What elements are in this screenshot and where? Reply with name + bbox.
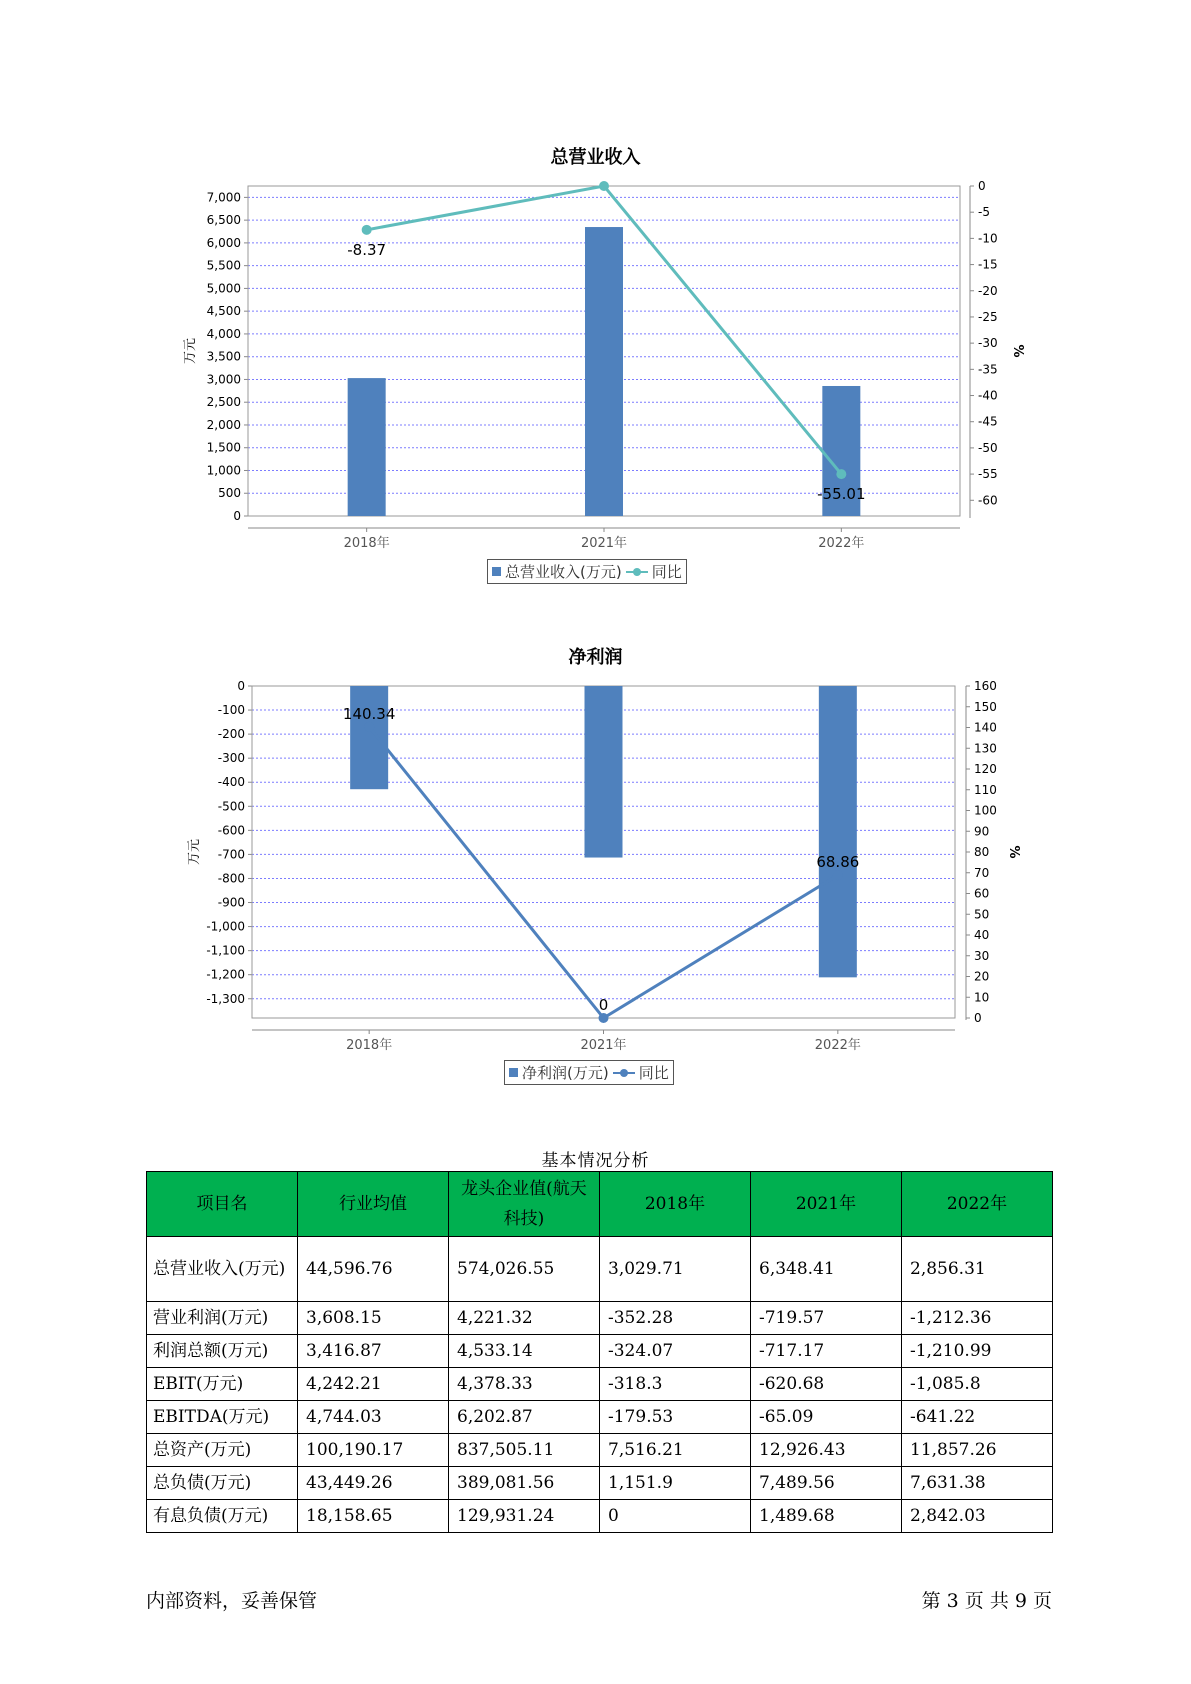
y2-tick-label: 110 <box>974 782 997 797</box>
data-label: 68.86 <box>816 853 860 872</box>
bar <box>585 227 623 516</box>
y2-tick-label: 160 <box>974 679 997 693</box>
y2-tick-label: 50 <box>974 907 990 922</box>
y-tick-label: -300 <box>217 751 245 766</box>
data-label: 0 <box>598 996 609 1014</box>
legend-bar-swatch <box>509 1068 518 1077</box>
table-cell: 18,158.65 <box>298 1500 449 1533</box>
y2-tick-label: -30 <box>978 336 998 351</box>
line-point <box>364 722 374 732</box>
y-tick-label: 0 <box>233 509 241 523</box>
line-point <box>836 469 846 479</box>
row-label: 总资产(万元) <box>147 1434 298 1467</box>
table-cell: -1,085.8 <box>902 1368 1053 1401</box>
footer-page-number: 第 3 页 共 9 页 <box>921 1590 1052 1612</box>
y2-tick-label: -20 <box>978 283 998 298</box>
header-cell: 龙头企业值(航天科技) <box>449 1172 600 1237</box>
table-row <box>147 1401 1053 1434</box>
net-profit-chart-svg <box>0 600 1191 1100</box>
y-tick-label: 5,000 <box>206 281 241 296</box>
footer-confidential-note: 内部资料，妥善保管 <box>146 1590 318 1612</box>
line-point <box>599 1013 609 1023</box>
legend-bar-label: 净利润(万元) <box>522 1064 609 1082</box>
table-cell: 2,856.31 <box>902 1237 1053 1302</box>
y-tick-label: 2,500 <box>206 395 241 410</box>
table-cell: -641.22 <box>902 1401 1053 1434</box>
y-tick-label: 500 <box>218 486 241 501</box>
table-cell: 4,221.32 <box>449 1302 600 1335</box>
y-tick-label: 4,500 <box>206 304 241 319</box>
y2-tick-label: -5 <box>978 205 990 220</box>
row-label: EBITDA(万元) <box>147 1401 298 1434</box>
table-cell: 44,596.76 <box>298 1237 449 1302</box>
y-tick-label: -800 <box>217 871 245 886</box>
table-cell: -352.28 <box>600 1302 751 1335</box>
table-cell: 3,608.15 <box>298 1302 449 1335</box>
y2-tick-label: 70 <box>974 865 990 880</box>
x-tick-label: 2021年 <box>580 536 628 551</box>
row-label: 利润总额(万元) <box>147 1335 298 1368</box>
y-tick-label: 3,000 <box>206 372 241 387</box>
net-profit-chart <box>0 600 1191 1100</box>
revenue-chart <box>0 0 1191 600</box>
row-label: EBIT(万元) <box>147 1368 298 1401</box>
table-cell: -719.57 <box>751 1302 902 1335</box>
y2-tick-label: -15 <box>978 257 998 272</box>
table-cell: 0 <box>600 1500 751 1533</box>
y-tick-label: -1,000 <box>206 919 245 934</box>
table-cell: -717.17 <box>751 1335 902 1368</box>
table-cell: 6,202.87 <box>449 1401 600 1434</box>
y2-axis-label: % <box>1010 344 1025 358</box>
line-point <box>599 181 609 191</box>
bar <box>585 686 623 858</box>
y2-tick-label: 40 <box>974 928 990 942</box>
header-cell: 项目名 <box>147 1172 298 1237</box>
line-point <box>833 870 843 880</box>
table-cell: -1,212.36 <box>902 1302 1053 1335</box>
y-tick-label: -500 <box>217 799 245 814</box>
y-axis-label: 万元 <box>187 838 202 866</box>
y-tick-label: -600 <box>217 823 245 838</box>
y2-tick-label: -45 <box>978 414 998 429</box>
legend-line-label: 同比 <box>638 1064 669 1082</box>
table-cell: 1,151.9 <box>600 1467 751 1500</box>
table-row <box>147 1434 1053 1467</box>
y-tick-label: 7,000 <box>206 190 241 205</box>
table-row <box>147 1237 1053 1302</box>
table-cell: 12,926.43 <box>751 1434 902 1467</box>
chart-title: 净利润 <box>568 647 623 668</box>
y-tick-label: 0 <box>237 679 245 693</box>
x-tick-label: 2022年 <box>818 536 865 551</box>
table-cell: 4,378.33 <box>449 1368 600 1401</box>
table-cell: 43,449.26 <box>298 1467 449 1500</box>
table-cell: 4,533.14 <box>449 1335 600 1368</box>
table-cell: 3,416.87 <box>298 1335 449 1368</box>
header-cell: 2018年 <box>600 1172 751 1237</box>
y-tick-label: -200 <box>217 727 245 742</box>
bar <box>348 378 386 516</box>
table-cell: 129,931.24 <box>449 1500 600 1533</box>
table-cell: 7,631.38 <box>902 1467 1053 1500</box>
table-row <box>147 1302 1053 1335</box>
y-tick-label: -700 <box>217 847 245 862</box>
y2-tick-label: 130 <box>974 741 997 756</box>
y-tick-label: -900 <box>217 895 245 910</box>
y-tick-label: 1,000 <box>206 463 241 478</box>
table-caption: 基本情况分析 <box>541 1151 650 1171</box>
y-tick-label: 6,000 <box>206 235 241 250</box>
table-row <box>147 1467 1053 1500</box>
y2-tick-label: 150 <box>974 699 997 714</box>
y2-tick-label: -55 <box>978 467 998 482</box>
y2-tick-label: -25 <box>978 309 998 324</box>
table-cell: 2,842.03 <box>902 1500 1053 1533</box>
basic-analysis-table <box>146 1171 1053 1533</box>
y2-tick-label: 100 <box>974 803 997 818</box>
y-tick-label: 5,500 <box>206 258 241 273</box>
table-cell: -179.53 <box>600 1401 751 1434</box>
x-tick-label: 2018年 <box>346 1038 393 1053</box>
table-cell: 574,026.55 <box>449 1237 600 1302</box>
table-cell: 3,029.71 <box>600 1237 751 1302</box>
table-row <box>147 1500 1053 1533</box>
y2-tick-label: -60 <box>978 493 998 508</box>
table-cell: 11,857.26 <box>902 1434 1053 1467</box>
revenue-chart-svg <box>0 0 1191 600</box>
header-cell: 2022年 <box>902 1172 1053 1237</box>
table-row <box>147 1335 1053 1368</box>
data-label: 140.34 <box>342 704 396 723</box>
line-point <box>362 225 372 235</box>
table-cell: 1,489.68 <box>751 1500 902 1533</box>
row-label: 总营业收入(万元) <box>147 1237 298 1302</box>
chart-legend <box>504 1060 674 1085</box>
y-tick-label: -100 <box>217 703 245 718</box>
table-cell: 4,744.03 <box>298 1401 449 1434</box>
bar <box>350 686 388 789</box>
table-cell: 7,489.56 <box>751 1467 902 1500</box>
table-cell: 837,505.11 <box>449 1434 600 1467</box>
y2-tick-label: 10 <box>974 990 990 1005</box>
y2-tick-label: 30 <box>974 948 990 963</box>
y-axis-label: 万元 <box>183 337 198 365</box>
y2-tick-label: -10 <box>978 231 998 246</box>
table-cell: -318.3 <box>600 1368 751 1401</box>
y2-tick-label: 90 <box>974 824 990 839</box>
table-row <box>147 1368 1053 1401</box>
y2-tick-label: -50 <box>978 440 998 455</box>
y2-tick-label: 0 <box>974 1011 982 1025</box>
y-tick-label: -1,200 <box>206 967 245 982</box>
y-tick-label: -1,100 <box>206 943 245 958</box>
table-cell: 6,348.41 <box>751 1237 902 1302</box>
data-label: -8.37 <box>347 240 387 259</box>
row-label: 总负债(万元) <box>147 1467 298 1500</box>
y2-tick-label: 20 <box>974 969 990 984</box>
legend-line-swatch <box>613 1068 635 1078</box>
y2-tick-label: 60 <box>974 886 990 901</box>
y-tick-label: 3,500 <box>206 349 241 364</box>
table-header-row <box>147 1172 1053 1237</box>
legend-bar-swatch <box>492 567 501 576</box>
table-cell: -1,210.99 <box>902 1335 1053 1368</box>
y2-tick-label: 120 <box>974 762 997 776</box>
table-cell: -620.68 <box>751 1368 902 1401</box>
x-tick-label: 2022年 <box>814 1038 861 1053</box>
bar <box>819 686 857 977</box>
y2-tick-label: 0 <box>978 179 986 193</box>
y2-axis-label: % <box>1006 845 1021 859</box>
table-cell: 389,081.56 <box>449 1467 600 1500</box>
y-tick-label: 4,000 <box>206 326 241 341</box>
y2-tick-label: -35 <box>978 362 998 377</box>
y-tick-label: 1,500 <box>206 440 241 455</box>
chart-title: 总营业收入 <box>550 147 641 168</box>
y-tick-label: -1,300 <box>206 991 245 1006</box>
y-tick-label: 2,000 <box>206 417 241 432</box>
row-label: 有息负债(万元) <box>147 1500 298 1533</box>
table-cell: -65.09 <box>751 1401 902 1434</box>
legend-line-swatch <box>626 567 648 577</box>
header-cell: 2021年 <box>751 1172 902 1237</box>
y2-tick-label: 140 <box>974 720 997 735</box>
legend-bar-label: 总营业收入(万元) <box>505 563 622 581</box>
table-cell: 100,190.17 <box>298 1434 449 1467</box>
y2-tick-label: 80 <box>974 845 990 859</box>
y-tick-label: 6,500 <box>206 213 241 228</box>
y2-tick-label: -40 <box>978 388 998 403</box>
chart-legend <box>487 559 687 584</box>
x-tick-label: 2018年 <box>343 536 390 551</box>
table-cell: -324.07 <box>600 1335 751 1368</box>
header-cell: 行业均值 <box>298 1172 449 1237</box>
y-tick-label: -400 <box>217 775 245 790</box>
data-label: -55.01 <box>817 485 866 504</box>
x-tick-label: 2021年 <box>580 1038 627 1053</box>
table-cell: 7,516.21 <box>600 1434 751 1467</box>
legend-line-label: 同比 <box>651 563 682 581</box>
row-label: 营业利润(万元) <box>147 1302 298 1335</box>
table-cell: 4,242.21 <box>298 1368 449 1401</box>
